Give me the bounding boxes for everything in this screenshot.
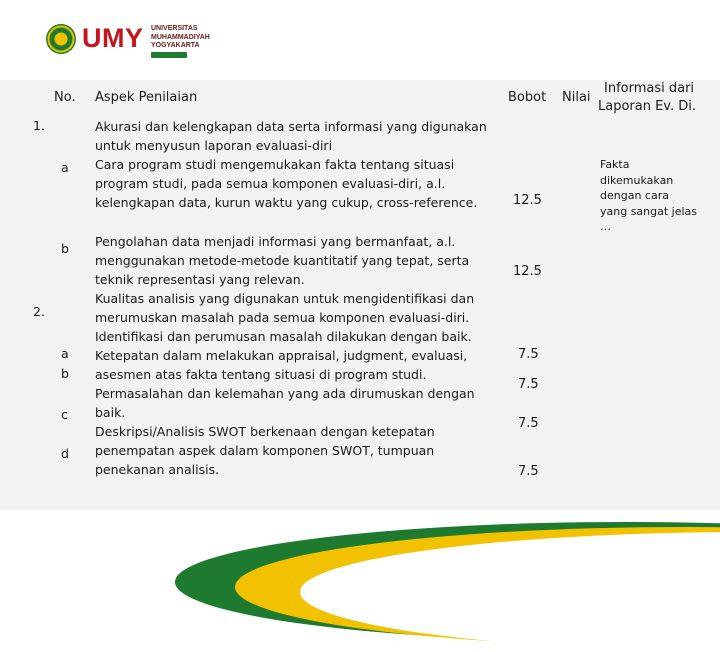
- aspek-text: [95, 117, 487, 479]
- aspek-line: baik.: [95, 405, 126, 420]
- row-letter: a: [61, 160, 69, 175]
- info-line: Fakta: [600, 158, 630, 171]
- info-text: [600, 157, 697, 235]
- university-line: UNIVERSITAS: [151, 25, 198, 32]
- aspek-line: Akurasi dan kelengkapan data serta informasi yang digunakan: [95, 119, 487, 134]
- row-number: 1.: [33, 118, 45, 133]
- footer-band: [0, 510, 720, 540]
- bobot-value: 12.5: [513, 193, 542, 208]
- aspek-line: menggunakan metode-metode kuantitatif yang tepat, serta: [95, 253, 470, 268]
- header-no: No.: [54, 90, 76, 105]
- aspek-line: teknik representasi yang relevan.: [95, 272, 305, 287]
- aspek-line: penempatan aspek dalam komponen SWOT, tumpuan: [95, 443, 435, 458]
- header-bobot: Bobot: [508, 90, 547, 105]
- info-line: …: [600, 220, 611, 234]
- header-info-line2: Laporan Ev. Di.: [598, 99, 697, 114]
- info-line: dikemukakan: [600, 173, 674, 187]
- umy-seal-icon: [46, 24, 76, 54]
- header: [0, 0, 720, 80]
- aspek-line: Ketepatan dalam melakukan appraisal, judgment, evaluasi,: [95, 348, 468, 363]
- university-line: MUHAMMADIYAH: [151, 33, 210, 41]
- aspek-line: Pengolahan data menjadi informasi yang bermanfaat, a.l.: [95, 234, 456, 249]
- row-number: 2.: [33, 304, 45, 319]
- row-letter: b: [61, 241, 69, 256]
- aspek-line: penekanan analisis.: [95, 462, 220, 477]
- header-aspek: Aspek Penilaian: [95, 90, 198, 105]
- university-name: [151, 25, 210, 51]
- aspek-line: asesmen atas fakta tentang situasi di program studi.: [95, 367, 427, 382]
- bobot-value: 7.5: [518, 347, 539, 362]
- row-letter: c: [61, 407, 68, 422]
- aspek-line: kelengkapan data, kurun waktu yang cukup, cross-reference.: [95, 195, 478, 210]
- info-line: dengan cara: [600, 189, 669, 203]
- bobot-value: 7.5: [518, 377, 539, 392]
- header-nilai: Nilai: [562, 90, 591, 105]
- bobot-value: 7.5: [518, 416, 539, 431]
- aspek-line: Deskripsi/Analisis SWOT berkenaan dengan ketepatan: [95, 424, 435, 439]
- aspek-line: untuk menyusun laporan evaluasi-diri: [95, 138, 333, 153]
- aspek-line: program studi, pada semua komponen evaluasi-diri, a.l.: [95, 176, 446, 191]
- aspek-line: Kualitas analisis yang digunakan untuk mengidentifikasi dan: [95, 291, 475, 306]
- row-letter: b: [61, 366, 69, 381]
- motto-ribbon: [151, 52, 187, 58]
- row-letter: a: [61, 346, 69, 361]
- row-gap: [95, 212, 487, 232]
- logo-text: UMY: [82, 23, 144, 53]
- bobot-value: 12.5: [513, 264, 542, 279]
- aspek-line: Permasalahan dan kelemahan yang ada dirumuskan dengan: [95, 386, 475, 401]
- aspek-line: merumuskan masalah pada semua komponen evaluasi-diri.: [95, 310, 470, 325]
- university-line: YOGYAKARTA: [151, 42, 200, 49]
- header-info-line1: Informasi dari: [604, 81, 695, 96]
- row-letter: d: [61, 446, 69, 461]
- aspek-line: Identifikasi dan perumusan masalah dilakukan dengan baik.: [95, 329, 472, 344]
- info-line: yang sangat jelas: [600, 204, 698, 218]
- bobot-value: 7.5: [518, 464, 539, 479]
- aspek-line: Cara program studi mengemukakan fakta tentang situasi: [95, 157, 455, 172]
